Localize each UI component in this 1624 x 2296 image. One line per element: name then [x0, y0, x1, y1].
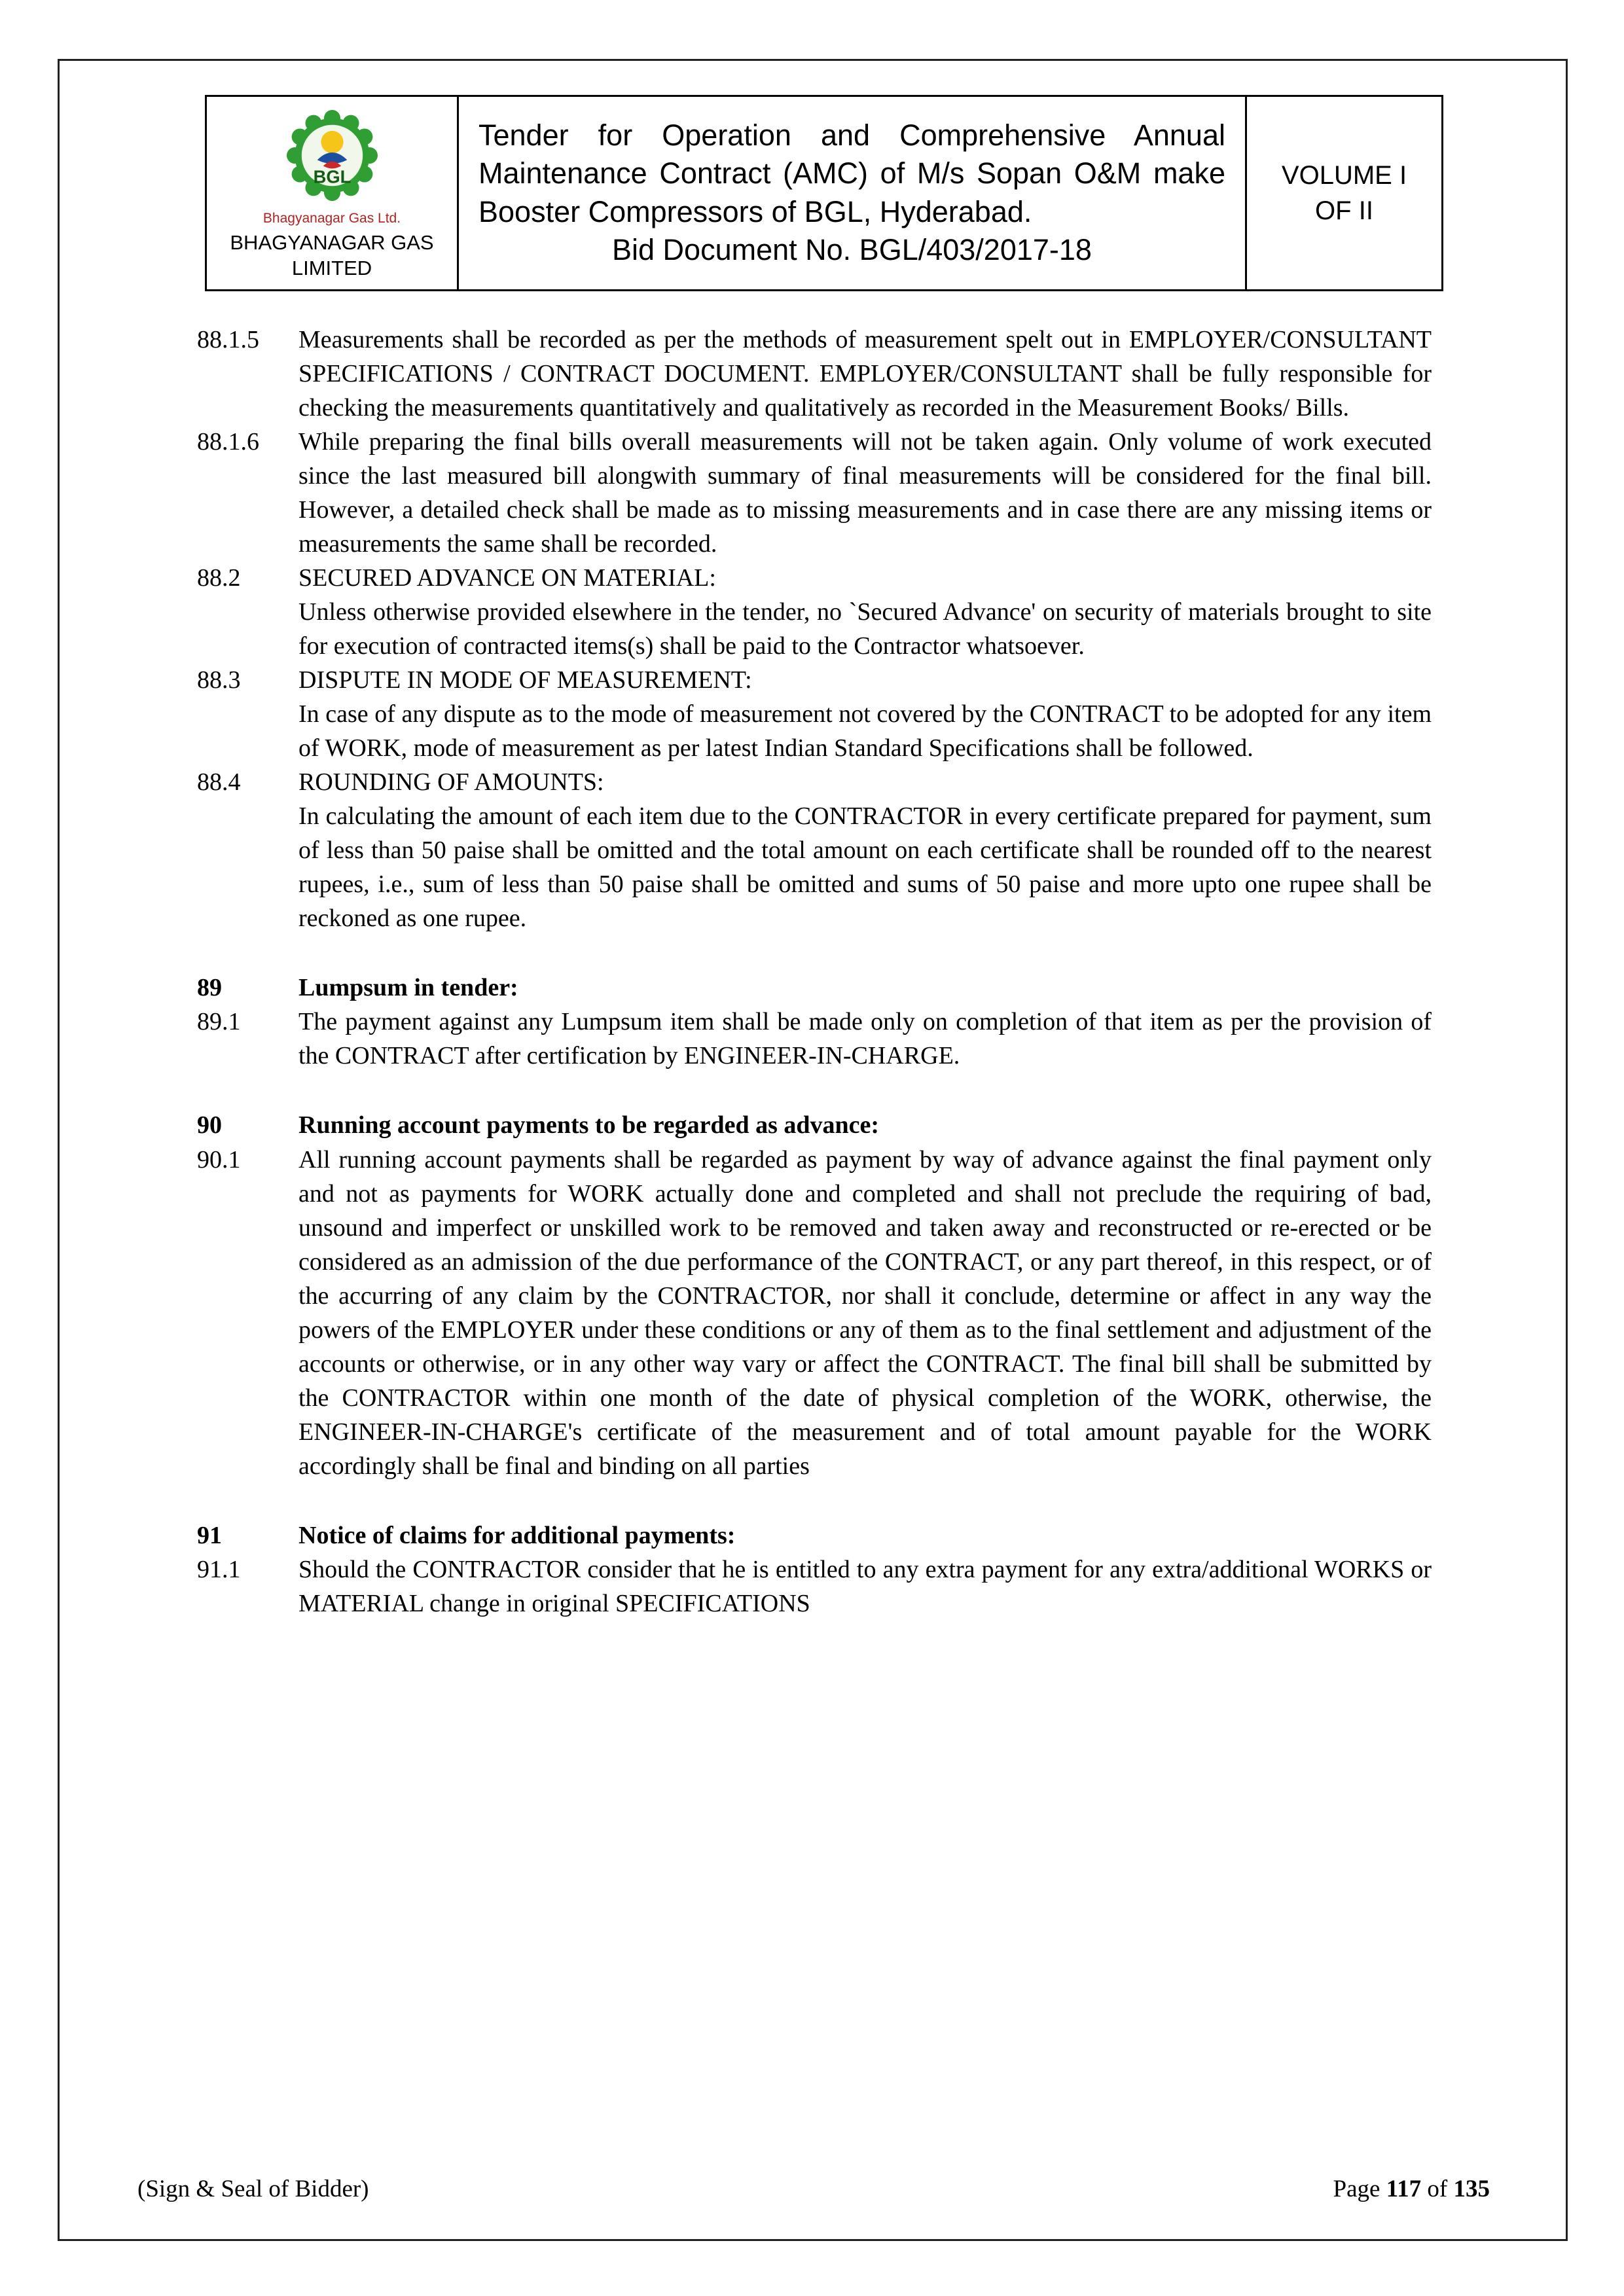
clause-number: 88.3 — [197, 666, 241, 694]
page-border — [58, 59, 1568, 2241]
volume-cell — [1246, 96, 1443, 291]
clause-number: 88.1.6 — [197, 427, 259, 456]
of-label: of — [1427, 2176, 1448, 2202]
clause-text: Should the CONTRACTOR consider that he is entitled to any extra payment for any extra/additional WORKS or MATERIAL change in original SPECIFICATIONS — [298, 1556, 1432, 1618]
document-body — [197, 323, 1432, 1621]
clause-heading: DISPUTE IN MODE OF MEASUREMENT: — [298, 666, 752, 694]
clause-text: While preparing the final bills overall measurements will not be taken again. Only volume of work executed since the last measured bill alongwith summary of final measurements will be considered for the final bill. However, a detailed check shall be made as to missing measurements and in case there are any missing items or measurements the same shall be recorded. — [298, 427, 1432, 558]
clause-91-1 — [197, 1552, 1432, 1621]
clause-number: 88.2 — [197, 564, 241, 592]
clause-88-1-5 — [197, 323, 1432, 425]
clause-heading: Running account payments to be regarded as advance: — [298, 1111, 880, 1139]
clause-88-1-6 — [197, 425, 1432, 561]
clause-heading: ROUNDING OF AMOUNTS: — [298, 768, 604, 797]
clause-body: In calculating the amount of each item due to the CONTRACTOR in every certificate prepared for payment, sum of less than 50 paise shall be omitted and the total amount on each certificate shall be rounded off to the nearest rupees, i.e., sum of less than 50 paise shall be omitted and sums of 50 paise and more upto one rupee shall be reckoned as one rupee. — [298, 802, 1432, 933]
clause-89 — [197, 971, 1432, 1005]
clause-88-3 — [197, 663, 1432, 765]
clause-90 — [197, 1108, 1432, 1142]
clause-90-1 — [197, 1143, 1432, 1483]
clause-text: All running account payments shall be regarded as payment by way of advance against the final payment only and not as payments for WORK actually done and completed and shall not preclude the requiring of bad, unsound and imperfect or unskilled work to be removed and taken away and reconstructed or re-erected or be considered as an admission of the due performance of the CONTRACT, or any part thereof, in this respect, or of the accurring of any claim by the CONTRACTOR, nor shall it conclude, determine or affect in any way the powers of the EMPLOYER under these conditions or any of them as to the final settlement and adjustment of the accounts or otherwise, or in any other way vary or affect the CONTRACT. The final bill shall be submitted by the CONTRACTOR within one month of the date of physical completion of the WORK, otherwise, the ENGINEER-IN-CHARGE's certificate of the measurement and of total amount payable for the WORK accordingly shall be final and binding on all parties — [298, 1145, 1432, 1480]
page-label: Page — [1333, 2176, 1380, 2202]
clause-body: Unless otherwise provided elsewhere in the tender, no `Secured Advance' on security of materials brought to site for execution of contracted items(s) shall be paid to the Contractor whatsoever. — [298, 598, 1432, 660]
page-footer — [137, 2175, 1490, 2203]
clause-88-4 — [197, 765, 1432, 935]
clause-body: In case of any dispute as to the mode of measurement not covered by the CONTRACT to be adopted for any item of WORK, mode of measurement as per latest Indian Standard Specifications shall be followed. — [298, 700, 1432, 762]
clause-number: 90 — [197, 1111, 222, 1139]
clause-number: 89.1 — [197, 1008, 241, 1036]
bgl-logo-icon — [281, 105, 383, 206]
clause-text — [298, 561, 1432, 663]
clause-heading: SECURED ADVANCE ON MATERIAL: — [298, 564, 716, 592]
clause-91 — [197, 1518, 1432, 1552]
logo-monogram: BGL — [313, 166, 351, 187]
clause-number: 91 — [197, 1522, 222, 1549]
clause-text — [298, 663, 1432, 765]
volume-line1: VOLUME I — [1281, 160, 1407, 190]
logo-cell — [206, 96, 458, 291]
clause-number: 88.4 — [197, 768, 241, 797]
clause-number: 89 — [197, 974, 222, 1002]
page-total: 135 — [1453, 2176, 1490, 2202]
clause-text — [298, 765, 1432, 935]
clause-number: 91.1 — [197, 1556, 241, 1584]
header-table — [205, 95, 1443, 291]
clause-88-2 — [197, 561, 1432, 663]
clause-number: 88.1.5 — [197, 325, 259, 353]
clause-heading: Lumpsum in tender: — [298, 974, 518, 1002]
page-number: 117 — [1386, 2176, 1422, 2202]
title-cell — [458, 96, 1246, 291]
volume-line2: OF II — [1315, 196, 1373, 225]
org-name: BHAGYANAGAR GAS LIMITED — [230, 231, 434, 279]
clause-heading: Notice of claims for additional payments: — [298, 1522, 736, 1549]
sign-seal-label: (Sign & Seal of Bidder) — [137, 2176, 369, 2202]
tender-title: Tender for Operation and Comprehensive Annual Maintenance Contract (AMC) of M/s Sopan O&M make Booster Compressors of BGL, Hyderabad. — [478, 118, 1225, 228]
clause-text: Measurements shall be recorded as per the methods of measurement spelt out in EMPLOYER/CONSULTANT SPECIFICATIONS / CONTRACT DOCUMENT. EMPLOYER/CONSULTANT shall be fully responsible for checking the measurements quantitatively and qualitatively as recorded in the Measurement Books/ Bills. — [298, 325, 1432, 422]
logo-caption: Bhagyanagar Gas Ltd. — [262, 211, 401, 226]
page-indicator — [1333, 2175, 1490, 2203]
clause-text: The payment against any Lumpsum item shall be made only on completion of that item as per the provision of the CONTRACT after certification by ENGINEER-IN-CHARGE. — [298, 1008, 1432, 1070]
clause-number: 90.1 — [197, 1145, 241, 1174]
clause-89-1 — [197, 1005, 1432, 1073]
bid-document-number: Bid Document No. BGL/403/2017-18 — [612, 233, 1092, 267]
